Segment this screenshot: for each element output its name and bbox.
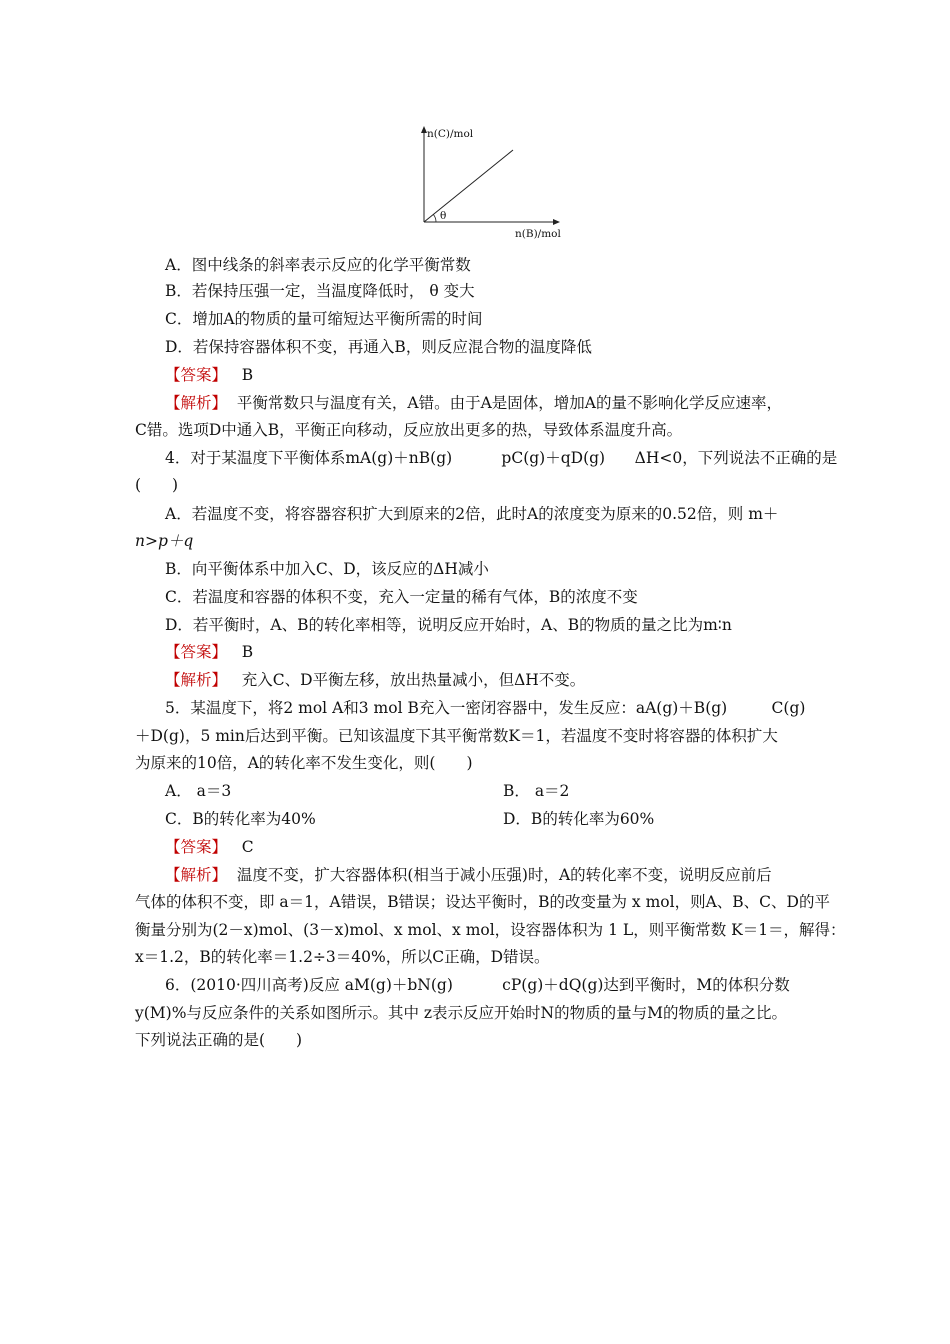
q3-analysis-line-1 (165, 393, 782, 413)
answer-value: C (241, 838, 254, 856)
q4-option-b: B．向平衡体系中加入C、D，该反应的ΔH减小 (165, 560, 489, 578)
q5-stem-line-3: 为原来的10倍，A的转化率不发生变化，则( ) (135, 754, 473, 772)
answer-value: B (241, 366, 254, 384)
q3-option-c: C．增加A的物质的量可缩短达平衡所需的时间 (165, 310, 483, 328)
q5-analysis-line-4: x＝1.2，B的转化率＝1.2÷3＝40%，所以C正确，D错误。 (135, 948, 550, 966)
answer-value: B (241, 643, 254, 661)
q3-option-d: D．若保持容器体积不变，再通入B，则反应混合物的温度降低 (165, 338, 592, 356)
q6-stem-line-1: 6．(2010·四川高考)反应 aM(g)＋bN(g) cP(g)＋dQ(g)达到平衡时，M的体积分数 (165, 976, 790, 994)
q5-analysis-line-1 (165, 865, 772, 885)
analysis-tag: 【解析】 (165, 866, 228, 884)
q3-option-a: A．图中线条的斜率表示反应的化学平衡常数 (165, 256, 471, 274)
q4-analysis-line (165, 670, 585, 690)
q5-option-c: C．B的转化率为40% (165, 810, 316, 828)
q4-option-c: C．若温度和容器的体积不变，充入一定量的稀有气体，B的浓度不变 (165, 588, 638, 606)
q4-option-a-line-1: A．若温度不变，将容器容积扩大到原来的2倍，此时A的浓度变为原来的0.52倍，则 m＋ (165, 505, 779, 523)
q5-analysis-line-2: 气体的体积不变，即 a＝1，A错误，B错误；设达平衡时，B的改变量为 x mol，则A、B、C、D的平 (135, 893, 830, 911)
q5-option-a: A． a＝3 (165, 782, 232, 800)
q3-analysis-line-2: C错。选项D中通入B，平衡正向移动，反应放出更多的热，导致体系温度升高。 (135, 421, 683, 439)
analysis-text: 平衡常数只与温度有关，A错。由于A是固体，增加A的量不影响化学反应速率， (236, 394, 782, 412)
q4-stem-line-2: ( ) (135, 476, 179, 494)
q5-analysis-line-3: 衡量分别为(2－x)mol、(3－x)mol、x mol、x mol，设容器体积为 1 L，则平衡常数 K＝1＝，解得： (135, 921, 846, 939)
data-line (424, 150, 513, 222)
analysis-tag: 【解析】 (165, 671, 228, 689)
q4-answer-line (165, 642, 253, 662)
q5-answer-line (165, 837, 254, 857)
q4-stem-line-1: 4．对于某温度下平衡体系mA(g)＋nB(g) pC(g)＋qD(g) ΔH<0，下列说法不正确的是 (165, 449, 838, 467)
q3-answer-line (165, 365, 253, 385)
angle-label: θ (440, 210, 447, 222)
angle-arc (433, 215, 436, 223)
q3-option-b: B．若保持压强一定，当温度降低时， θ 变大 (165, 282, 475, 300)
q5-option-b: B． a＝2 (503, 782, 570, 800)
q5-stem-line-1: 5．某温度下，将2 mol A和3 mol B充入一密闭容器中，发生反应：aA(g)＋B(g) C(g) (165, 699, 806, 717)
q5-option-d: D．B的转化率为60% (503, 810, 655, 828)
x-axis-arrow (553, 219, 560, 225)
analysis-text: 温度不变，扩大容器体积(相当于减小压强)时，A的转化率不变，说明反应前后 (236, 866, 772, 884)
q4-option-d: D．若平衡时，A、B的转化率相等，说明反应开始时，A、B的物质的量之比为m∶n (165, 616, 732, 634)
answer-tag: 【答案】 (165, 838, 228, 856)
answer-tag: 【答案】 (165, 366, 228, 384)
q4-option-a-line-2: n>p＋q (135, 532, 194, 550)
figure-nc-vs-nb (405, 124, 575, 246)
q6-stem-line-3: 下列说法正确的是( ) (135, 1031, 303, 1049)
y-axis-label: n(C)/mol (427, 128, 474, 140)
q6-stem-line-2: y(M)%与反应条件的关系如图所示。其中 z表示反应开始时N的物质的量与M的物质的量之比。 (135, 1004, 787, 1022)
analysis-tag: 【解析】 (165, 394, 228, 412)
x-axis-label: n(B)/mol (515, 228, 561, 240)
answer-tag: 【答案】 (165, 643, 228, 661)
analysis-text: 充入C、D平衡左移，放出热量减小，但ΔH不变。 (241, 671, 586, 689)
q5-stem-line-2: ＋D(g)，5 min后达到平衡。已知该温度下其平衡常数K＝1，若温度不变时将容器的体积扩大 (135, 727, 778, 745)
